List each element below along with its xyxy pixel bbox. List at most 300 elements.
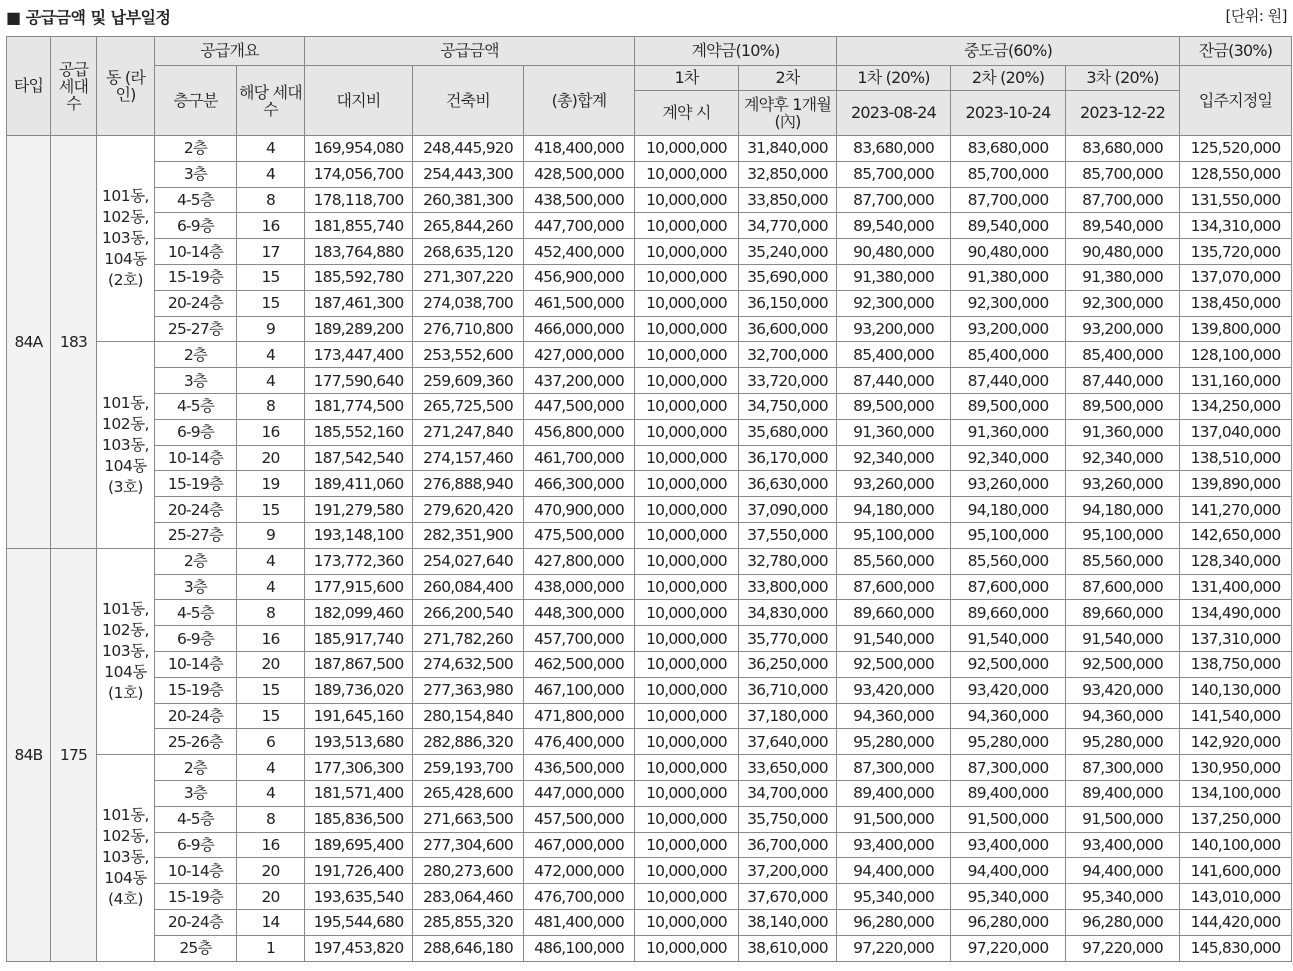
middle-1-cell: 85,400,000 bbox=[837, 342, 951, 368]
balance-cell: 134,100,000 bbox=[1180, 780, 1292, 806]
middle-3-cell: 95,340,000 bbox=[1066, 884, 1180, 910]
building-cost-cell: 271,782,260 bbox=[413, 626, 524, 652]
header-land-cost: 대지비 bbox=[305, 66, 413, 136]
land-cost-cell: 189,289,200 bbox=[305, 316, 413, 342]
middle-3-cell: 95,100,000 bbox=[1066, 522, 1180, 548]
building-line-cell: 101동, 102동, 103동, 104동 (2호) bbox=[97, 136, 155, 342]
deposit-first-cell: 10,000,000 bbox=[635, 651, 739, 677]
building-cost-cell: 266,200,540 bbox=[413, 600, 524, 626]
deposit-second-cell: 34,830,000 bbox=[739, 600, 837, 626]
deposit-second-cell: 35,240,000 bbox=[739, 239, 837, 265]
deposit-second-cell: 37,180,000 bbox=[739, 703, 837, 729]
total-cell: 476,400,000 bbox=[524, 729, 635, 755]
middle-3-cell: 94,360,000 bbox=[1066, 703, 1180, 729]
land-cost-cell: 187,542,540 bbox=[305, 445, 413, 471]
table-row bbox=[7, 187, 1292, 213]
section-header bbox=[0, 0, 1293, 34]
table-row bbox=[7, 342, 1292, 368]
middle-3-cell: 94,400,000 bbox=[1066, 858, 1180, 884]
balance-cell: 138,450,000 bbox=[1180, 290, 1292, 316]
deposit-second-cell: 32,850,000 bbox=[739, 161, 837, 187]
deposit-second-cell: 37,640,000 bbox=[739, 729, 837, 755]
deposit-second-cell: 32,700,000 bbox=[739, 342, 837, 368]
floor-range-cell: 6-9층 bbox=[155, 626, 237, 652]
building-cost-cell: 271,247,840 bbox=[413, 419, 524, 445]
middle-3-cell: 89,540,000 bbox=[1066, 213, 1180, 239]
balance-cell: 141,540,000 bbox=[1180, 703, 1292, 729]
supply-units-cell: 175 bbox=[51, 548, 97, 961]
header-building-cost: 건축비 bbox=[413, 66, 524, 136]
units-count-cell: 15 bbox=[237, 264, 305, 290]
deposit-second-cell: 36,600,000 bbox=[739, 316, 837, 342]
floor-range-cell: 25-27층 bbox=[155, 522, 237, 548]
balance-cell: 145,830,000 bbox=[1180, 935, 1292, 961]
deposit-first-cell: 10,000,000 bbox=[635, 187, 739, 213]
table-row bbox=[7, 884, 1292, 910]
units-count-cell: 16 bbox=[237, 213, 305, 239]
middle-3-cell: 85,700,000 bbox=[1066, 161, 1180, 187]
middle-3-cell: 93,200,000 bbox=[1066, 316, 1180, 342]
middle-1-cell: 93,260,000 bbox=[837, 471, 951, 497]
middle-3-cell: 91,380,000 bbox=[1066, 264, 1180, 290]
deposit-first-cell: 10,000,000 bbox=[635, 136, 739, 162]
middle-1-cell: 87,600,000 bbox=[837, 574, 951, 600]
deposit-second-cell: 34,770,000 bbox=[739, 213, 837, 239]
deposit-first-cell: 10,000,000 bbox=[635, 548, 739, 574]
deposit-first-cell: 10,000,000 bbox=[635, 342, 739, 368]
middle-3-cell: 89,660,000 bbox=[1066, 600, 1180, 626]
building-cost-cell: 265,428,600 bbox=[413, 780, 524, 806]
units-count-cell: 4 bbox=[237, 342, 305, 368]
land-cost-cell: 191,726,400 bbox=[305, 858, 413, 884]
table-row bbox=[7, 651, 1292, 677]
deposit-second-cell: 35,750,000 bbox=[739, 806, 837, 832]
building-cost-cell: 274,157,460 bbox=[413, 445, 524, 471]
middle-2-cell: 91,540,000 bbox=[951, 626, 1066, 652]
deposit-first-cell: 10,000,000 bbox=[635, 858, 739, 884]
total-cell: 452,400,000 bbox=[524, 239, 635, 265]
total-cell: 467,100,000 bbox=[524, 677, 635, 703]
middle-2-cell: 91,360,000 bbox=[951, 419, 1066, 445]
balance-cell: 131,400,000 bbox=[1180, 574, 1292, 600]
deposit-second-cell: 38,610,000 bbox=[739, 935, 837, 961]
header-middle-3: 3차 (20%) bbox=[1066, 66, 1180, 91]
floor-range-cell: 3층 bbox=[155, 161, 237, 187]
deposit-second-cell: 37,670,000 bbox=[739, 884, 837, 910]
floor-range-cell: 4-5층 bbox=[155, 600, 237, 626]
land-cost-cell: 197,453,820 bbox=[305, 935, 413, 961]
middle-1-cell: 87,300,000 bbox=[837, 755, 951, 781]
deposit-first-cell: 10,000,000 bbox=[635, 522, 739, 548]
middle-3-cell: 89,400,000 bbox=[1066, 780, 1180, 806]
table-row bbox=[7, 419, 1292, 445]
header-middle-2-date: 2023-10-24 bbox=[951, 91, 1066, 136]
middle-1-cell: 91,540,000 bbox=[837, 626, 951, 652]
total-cell: 486,100,000 bbox=[524, 935, 635, 961]
building-line-cell: 101동, 102동, 103동, 104동 (4호) bbox=[97, 755, 155, 961]
total-cell: 470,900,000 bbox=[524, 497, 635, 523]
land-cost-cell: 173,447,400 bbox=[305, 342, 413, 368]
building-cost-cell: 271,663,500 bbox=[413, 806, 524, 832]
table-row bbox=[7, 213, 1292, 239]
table-row bbox=[7, 239, 1292, 265]
header-middle-3-date: 2023-12-22 bbox=[1066, 91, 1180, 136]
deposit-first-cell: 10,000,000 bbox=[635, 626, 739, 652]
total-cell: 457,700,000 bbox=[524, 626, 635, 652]
middle-2-cell: 87,700,000 bbox=[951, 187, 1066, 213]
header-deposit-second: 2차 bbox=[739, 66, 837, 91]
header-supply-amount: 공급금액 bbox=[305, 37, 635, 66]
middle-1-cell: 95,340,000 bbox=[837, 884, 951, 910]
table-row bbox=[7, 471, 1292, 497]
building-cost-cell: 271,307,220 bbox=[413, 264, 524, 290]
total-cell: 447,000,000 bbox=[524, 780, 635, 806]
deposit-first-cell: 10,000,000 bbox=[635, 316, 739, 342]
building-cost-cell: 253,552,600 bbox=[413, 342, 524, 368]
deposit-second-cell: 34,700,000 bbox=[739, 780, 837, 806]
total-cell: 428,500,000 bbox=[524, 161, 635, 187]
total-cell: 436,500,000 bbox=[524, 755, 635, 781]
table-row bbox=[7, 806, 1292, 832]
table-row bbox=[7, 755, 1292, 781]
middle-3-cell: 89,500,000 bbox=[1066, 393, 1180, 419]
land-cost-cell: 174,056,700 bbox=[305, 161, 413, 187]
land-cost-cell: 187,461,300 bbox=[305, 290, 413, 316]
units-count-cell: 6 bbox=[237, 729, 305, 755]
table-row bbox=[7, 780, 1292, 806]
land-cost-cell: 195,544,680 bbox=[305, 909, 413, 935]
middle-1-cell: 90,480,000 bbox=[837, 239, 951, 265]
table-row bbox=[7, 935, 1292, 961]
table-body bbox=[7, 136, 1292, 962]
units-count-cell: 4 bbox=[237, 548, 305, 574]
middle-2-cell: 87,300,000 bbox=[951, 755, 1066, 781]
units-count-cell: 4 bbox=[237, 161, 305, 187]
middle-3-cell: 85,560,000 bbox=[1066, 548, 1180, 574]
land-cost-cell: 177,915,600 bbox=[305, 574, 413, 600]
header-move-in: 입주지정일 bbox=[1180, 66, 1292, 136]
balance-cell: 131,550,000 bbox=[1180, 187, 1292, 213]
units-count-cell: 16 bbox=[237, 419, 305, 445]
deposit-first-cell: 10,000,000 bbox=[635, 832, 739, 858]
middle-3-cell: 91,540,000 bbox=[1066, 626, 1180, 652]
floor-range-cell: 15-19층 bbox=[155, 264, 237, 290]
total-cell: 456,800,000 bbox=[524, 419, 635, 445]
table-row bbox=[7, 626, 1292, 652]
building-cost-cell: 283,064,460 bbox=[413, 884, 524, 910]
middle-3-cell: 93,260,000 bbox=[1066, 471, 1180, 497]
land-cost-cell: 193,148,100 bbox=[305, 522, 413, 548]
units-count-cell: 15 bbox=[237, 497, 305, 523]
building-cost-cell: 265,725,500 bbox=[413, 393, 524, 419]
middle-3-cell: 90,480,000 bbox=[1066, 239, 1180, 265]
land-cost-cell: 178,118,700 bbox=[305, 187, 413, 213]
balance-cell: 143,010,000 bbox=[1180, 884, 1292, 910]
balance-cell: 128,340,000 bbox=[1180, 548, 1292, 574]
units-count-cell: 20 bbox=[237, 651, 305, 677]
middle-2-cell: 89,500,000 bbox=[951, 393, 1066, 419]
price-schedule-table bbox=[6, 36, 1292, 962]
units-count-cell: 17 bbox=[237, 239, 305, 265]
middle-3-cell: 87,440,000 bbox=[1066, 368, 1180, 394]
units-count-cell: 8 bbox=[237, 806, 305, 832]
middle-2-cell: 92,300,000 bbox=[951, 290, 1066, 316]
deposit-first-cell: 10,000,000 bbox=[635, 806, 739, 832]
units-count-cell: 8 bbox=[237, 600, 305, 626]
land-cost-cell: 193,635,540 bbox=[305, 884, 413, 910]
balance-cell: 137,070,000 bbox=[1180, 264, 1292, 290]
deposit-first-cell: 10,000,000 bbox=[635, 368, 739, 394]
land-cost-cell: 185,836,500 bbox=[305, 806, 413, 832]
header-deposit: 계약금(10%) bbox=[635, 37, 837, 66]
building-cost-cell: 265,844,260 bbox=[413, 213, 524, 239]
floor-range-cell: 10-14층 bbox=[155, 651, 237, 677]
balance-cell: 139,890,000 bbox=[1180, 471, 1292, 497]
total-cell: 481,400,000 bbox=[524, 909, 635, 935]
deposit-first-cell: 10,000,000 bbox=[635, 780, 739, 806]
middle-1-cell: 92,340,000 bbox=[837, 445, 951, 471]
units-count-cell: 16 bbox=[237, 626, 305, 652]
table-row bbox=[7, 677, 1292, 703]
floor-range-cell: 25-27층 bbox=[155, 316, 237, 342]
middle-2-cell: 89,660,000 bbox=[951, 600, 1066, 626]
middle-3-cell: 93,420,000 bbox=[1066, 677, 1180, 703]
header-total: (총)합계 bbox=[524, 66, 635, 136]
floor-range-cell: 10-14층 bbox=[155, 858, 237, 884]
total-cell: 475,500,000 bbox=[524, 522, 635, 548]
total-cell: 427,800,000 bbox=[524, 548, 635, 574]
building-cost-cell: 280,154,840 bbox=[413, 703, 524, 729]
units-count-cell: 8 bbox=[237, 187, 305, 213]
land-cost-cell: 191,645,160 bbox=[305, 703, 413, 729]
table-row bbox=[7, 136, 1292, 162]
table-row bbox=[7, 909, 1292, 935]
middle-2-cell: 91,380,000 bbox=[951, 264, 1066, 290]
balance-cell: 137,040,000 bbox=[1180, 419, 1292, 445]
land-cost-cell: 181,571,400 bbox=[305, 780, 413, 806]
header-building: 동 (라인) bbox=[97, 37, 155, 136]
building-cost-cell: 248,445,920 bbox=[413, 136, 524, 162]
balance-cell: 137,250,000 bbox=[1180, 806, 1292, 832]
floor-range-cell: 25층 bbox=[155, 935, 237, 961]
building-line-cell: 101동, 102동, 103동, 104동 (3호) bbox=[97, 342, 155, 548]
deposit-first-cell: 10,000,000 bbox=[635, 161, 739, 187]
units-count-cell: 20 bbox=[237, 884, 305, 910]
land-cost-cell: 187,867,500 bbox=[305, 651, 413, 677]
deposit-second-cell: 36,150,000 bbox=[739, 290, 837, 316]
middle-1-cell: 89,540,000 bbox=[837, 213, 951, 239]
land-cost-cell: 189,411,060 bbox=[305, 471, 413, 497]
balance-cell: 144,420,000 bbox=[1180, 909, 1292, 935]
balance-cell: 142,650,000 bbox=[1180, 522, 1292, 548]
middle-1-cell: 85,700,000 bbox=[837, 161, 951, 187]
units-count-cell: 15 bbox=[237, 677, 305, 703]
table-row bbox=[7, 445, 1292, 471]
land-cost-cell: 177,306,300 bbox=[305, 755, 413, 781]
balance-cell: 141,600,000 bbox=[1180, 858, 1292, 884]
balance-cell: 134,310,000 bbox=[1180, 213, 1292, 239]
unit-label: [단위: 원] bbox=[1225, 7, 1287, 25]
units-count-cell: 4 bbox=[237, 136, 305, 162]
total-cell: 437,200,000 bbox=[524, 368, 635, 394]
balance-cell: 140,100,000 bbox=[1180, 832, 1292, 858]
middle-1-cell: 93,420,000 bbox=[837, 677, 951, 703]
total-cell: 457,500,000 bbox=[524, 806, 635, 832]
header-floor-range: 층구분 bbox=[155, 66, 237, 136]
units-count-cell: 20 bbox=[237, 858, 305, 884]
building-cost-cell: 280,273,600 bbox=[413, 858, 524, 884]
building-cost-cell: 260,084,400 bbox=[413, 574, 524, 600]
middle-1-cell: 87,700,000 bbox=[837, 187, 951, 213]
supply-units-cell: 183 bbox=[51, 136, 97, 549]
units-count-cell: 19 bbox=[237, 471, 305, 497]
building-cost-cell: 277,304,600 bbox=[413, 832, 524, 858]
building-cost-cell: 268,635,120 bbox=[413, 239, 524, 265]
header-type: 타입 bbox=[7, 37, 51, 136]
middle-3-cell: 92,340,000 bbox=[1066, 445, 1180, 471]
units-count-cell: 4 bbox=[237, 755, 305, 781]
middle-2-cell: 93,260,000 bbox=[951, 471, 1066, 497]
deposit-second-cell: 33,650,000 bbox=[739, 755, 837, 781]
section-title: ■ 공급금액 및 납부일정 bbox=[6, 8, 171, 27]
header-on-contract: 계약 시 bbox=[635, 91, 739, 136]
table-row bbox=[7, 858, 1292, 884]
deposit-second-cell: 36,710,000 bbox=[739, 677, 837, 703]
deposit-first-cell: 10,000,000 bbox=[635, 445, 739, 471]
units-count-cell: 15 bbox=[237, 290, 305, 316]
building-cost-cell: 276,710,800 bbox=[413, 316, 524, 342]
middle-1-cell: 94,360,000 bbox=[837, 703, 951, 729]
units-count-cell: 4 bbox=[237, 574, 305, 600]
units-count-cell: 1 bbox=[237, 935, 305, 961]
land-cost-cell: 185,592,780 bbox=[305, 264, 413, 290]
middle-2-cell: 95,280,000 bbox=[951, 729, 1066, 755]
floor-range-cell: 25-26층 bbox=[155, 729, 237, 755]
balance-cell: 138,510,000 bbox=[1180, 445, 1292, 471]
middle-3-cell: 91,500,000 bbox=[1066, 806, 1180, 832]
building-cost-cell: 279,620,420 bbox=[413, 497, 524, 523]
balance-cell: 125,520,000 bbox=[1180, 136, 1292, 162]
total-cell: 456,900,000 bbox=[524, 264, 635, 290]
deposit-first-cell: 10,000,000 bbox=[635, 755, 739, 781]
middle-3-cell: 97,220,000 bbox=[1066, 935, 1180, 961]
floor-range-cell: 6-9층 bbox=[155, 832, 237, 858]
middle-1-cell: 89,400,000 bbox=[837, 780, 951, 806]
table-row bbox=[7, 729, 1292, 755]
middle-1-cell: 93,200,000 bbox=[837, 316, 951, 342]
deposit-first-cell: 10,000,000 bbox=[635, 290, 739, 316]
middle-2-cell: 87,440,000 bbox=[951, 368, 1066, 394]
deposit-second-cell: 31,840,000 bbox=[739, 136, 837, 162]
floor-range-cell: 2층 bbox=[155, 342, 237, 368]
header-balance: 잔금(30%) bbox=[1180, 37, 1292, 66]
total-cell: 462,500,000 bbox=[524, 651, 635, 677]
floor-range-cell: 3층 bbox=[155, 574, 237, 600]
deposit-second-cell: 34,750,000 bbox=[739, 393, 837, 419]
balance-cell: 134,250,000 bbox=[1180, 393, 1292, 419]
total-cell: 471,800,000 bbox=[524, 703, 635, 729]
middle-2-cell: 92,500,000 bbox=[951, 651, 1066, 677]
deposit-first-cell: 10,000,000 bbox=[635, 264, 739, 290]
middle-2-cell: 93,420,000 bbox=[951, 677, 1066, 703]
deposit-second-cell: 36,630,000 bbox=[739, 471, 837, 497]
middle-1-cell: 91,500,000 bbox=[837, 806, 951, 832]
units-count-cell: 9 bbox=[237, 316, 305, 342]
middle-1-cell: 94,180,000 bbox=[837, 497, 951, 523]
deposit-first-cell: 10,000,000 bbox=[635, 600, 739, 626]
table-row bbox=[7, 264, 1292, 290]
deposit-second-cell: 35,690,000 bbox=[739, 264, 837, 290]
middle-1-cell: 89,660,000 bbox=[837, 600, 951, 626]
header-middle-2: 2차 (20%) bbox=[951, 66, 1066, 91]
building-cost-cell: 259,609,360 bbox=[413, 368, 524, 394]
header-units-count: 해당 세대수 bbox=[237, 66, 305, 136]
building-cost-cell: 260,381,300 bbox=[413, 187, 524, 213]
building-cost-cell: 259,193,700 bbox=[413, 755, 524, 781]
table-row bbox=[7, 316, 1292, 342]
middle-3-cell: 85,400,000 bbox=[1066, 342, 1180, 368]
middle-2-cell: 93,400,000 bbox=[951, 832, 1066, 858]
building-cost-cell: 282,886,320 bbox=[413, 729, 524, 755]
total-cell: 466,000,000 bbox=[524, 316, 635, 342]
middle-1-cell: 97,220,000 bbox=[837, 935, 951, 961]
total-cell: 461,700,000 bbox=[524, 445, 635, 471]
floor-range-cell: 10-14층 bbox=[155, 445, 237, 471]
balance-cell: 135,720,000 bbox=[1180, 239, 1292, 265]
middle-1-cell: 96,280,000 bbox=[837, 909, 951, 935]
middle-2-cell: 93,200,000 bbox=[951, 316, 1066, 342]
floor-range-cell: 2층 bbox=[155, 548, 237, 574]
middle-2-cell: 90,480,000 bbox=[951, 239, 1066, 265]
floor-range-cell: 15-19층 bbox=[155, 677, 237, 703]
land-cost-cell: 183,764,880 bbox=[305, 239, 413, 265]
land-cost-cell: 177,590,640 bbox=[305, 368, 413, 394]
deposit-second-cell: 37,090,000 bbox=[739, 497, 837, 523]
balance-cell: 139,800,000 bbox=[1180, 316, 1292, 342]
middle-1-cell: 95,280,000 bbox=[837, 729, 951, 755]
table-row bbox=[7, 290, 1292, 316]
middle-3-cell: 91,360,000 bbox=[1066, 419, 1180, 445]
deposit-first-cell: 10,000,000 bbox=[635, 213, 739, 239]
floor-range-cell: 3층 bbox=[155, 368, 237, 394]
land-cost-cell: 193,513,680 bbox=[305, 729, 413, 755]
middle-2-cell: 85,400,000 bbox=[951, 342, 1066, 368]
middle-1-cell: 87,440,000 bbox=[837, 368, 951, 394]
total-cell: 418,400,000 bbox=[524, 136, 635, 162]
middle-3-cell: 95,280,000 bbox=[1066, 729, 1180, 755]
middle-1-cell: 94,400,000 bbox=[837, 858, 951, 884]
balance-cell: 140,130,000 bbox=[1180, 677, 1292, 703]
land-cost-cell: 191,279,580 bbox=[305, 497, 413, 523]
table-row bbox=[7, 600, 1292, 626]
table-row bbox=[7, 161, 1292, 187]
table-header bbox=[7, 37, 1292, 136]
floor-range-cell: 15-19층 bbox=[155, 884, 237, 910]
total-cell: 461,500,000 bbox=[524, 290, 635, 316]
middle-2-cell: 97,220,000 bbox=[951, 935, 1066, 961]
building-cost-cell: 285,855,320 bbox=[413, 909, 524, 935]
floor-range-cell: 4-5층 bbox=[155, 187, 237, 213]
deposit-second-cell: 36,250,000 bbox=[739, 651, 837, 677]
middle-1-cell: 91,360,000 bbox=[837, 419, 951, 445]
units-count-cell: 9 bbox=[237, 522, 305, 548]
middle-2-cell: 94,360,000 bbox=[951, 703, 1066, 729]
middle-2-cell: 92,340,000 bbox=[951, 445, 1066, 471]
total-cell: 472,000,000 bbox=[524, 858, 635, 884]
units-count-cell: 15 bbox=[237, 703, 305, 729]
building-cost-cell: 282,351,900 bbox=[413, 522, 524, 548]
balance-cell: 128,100,000 bbox=[1180, 342, 1292, 368]
